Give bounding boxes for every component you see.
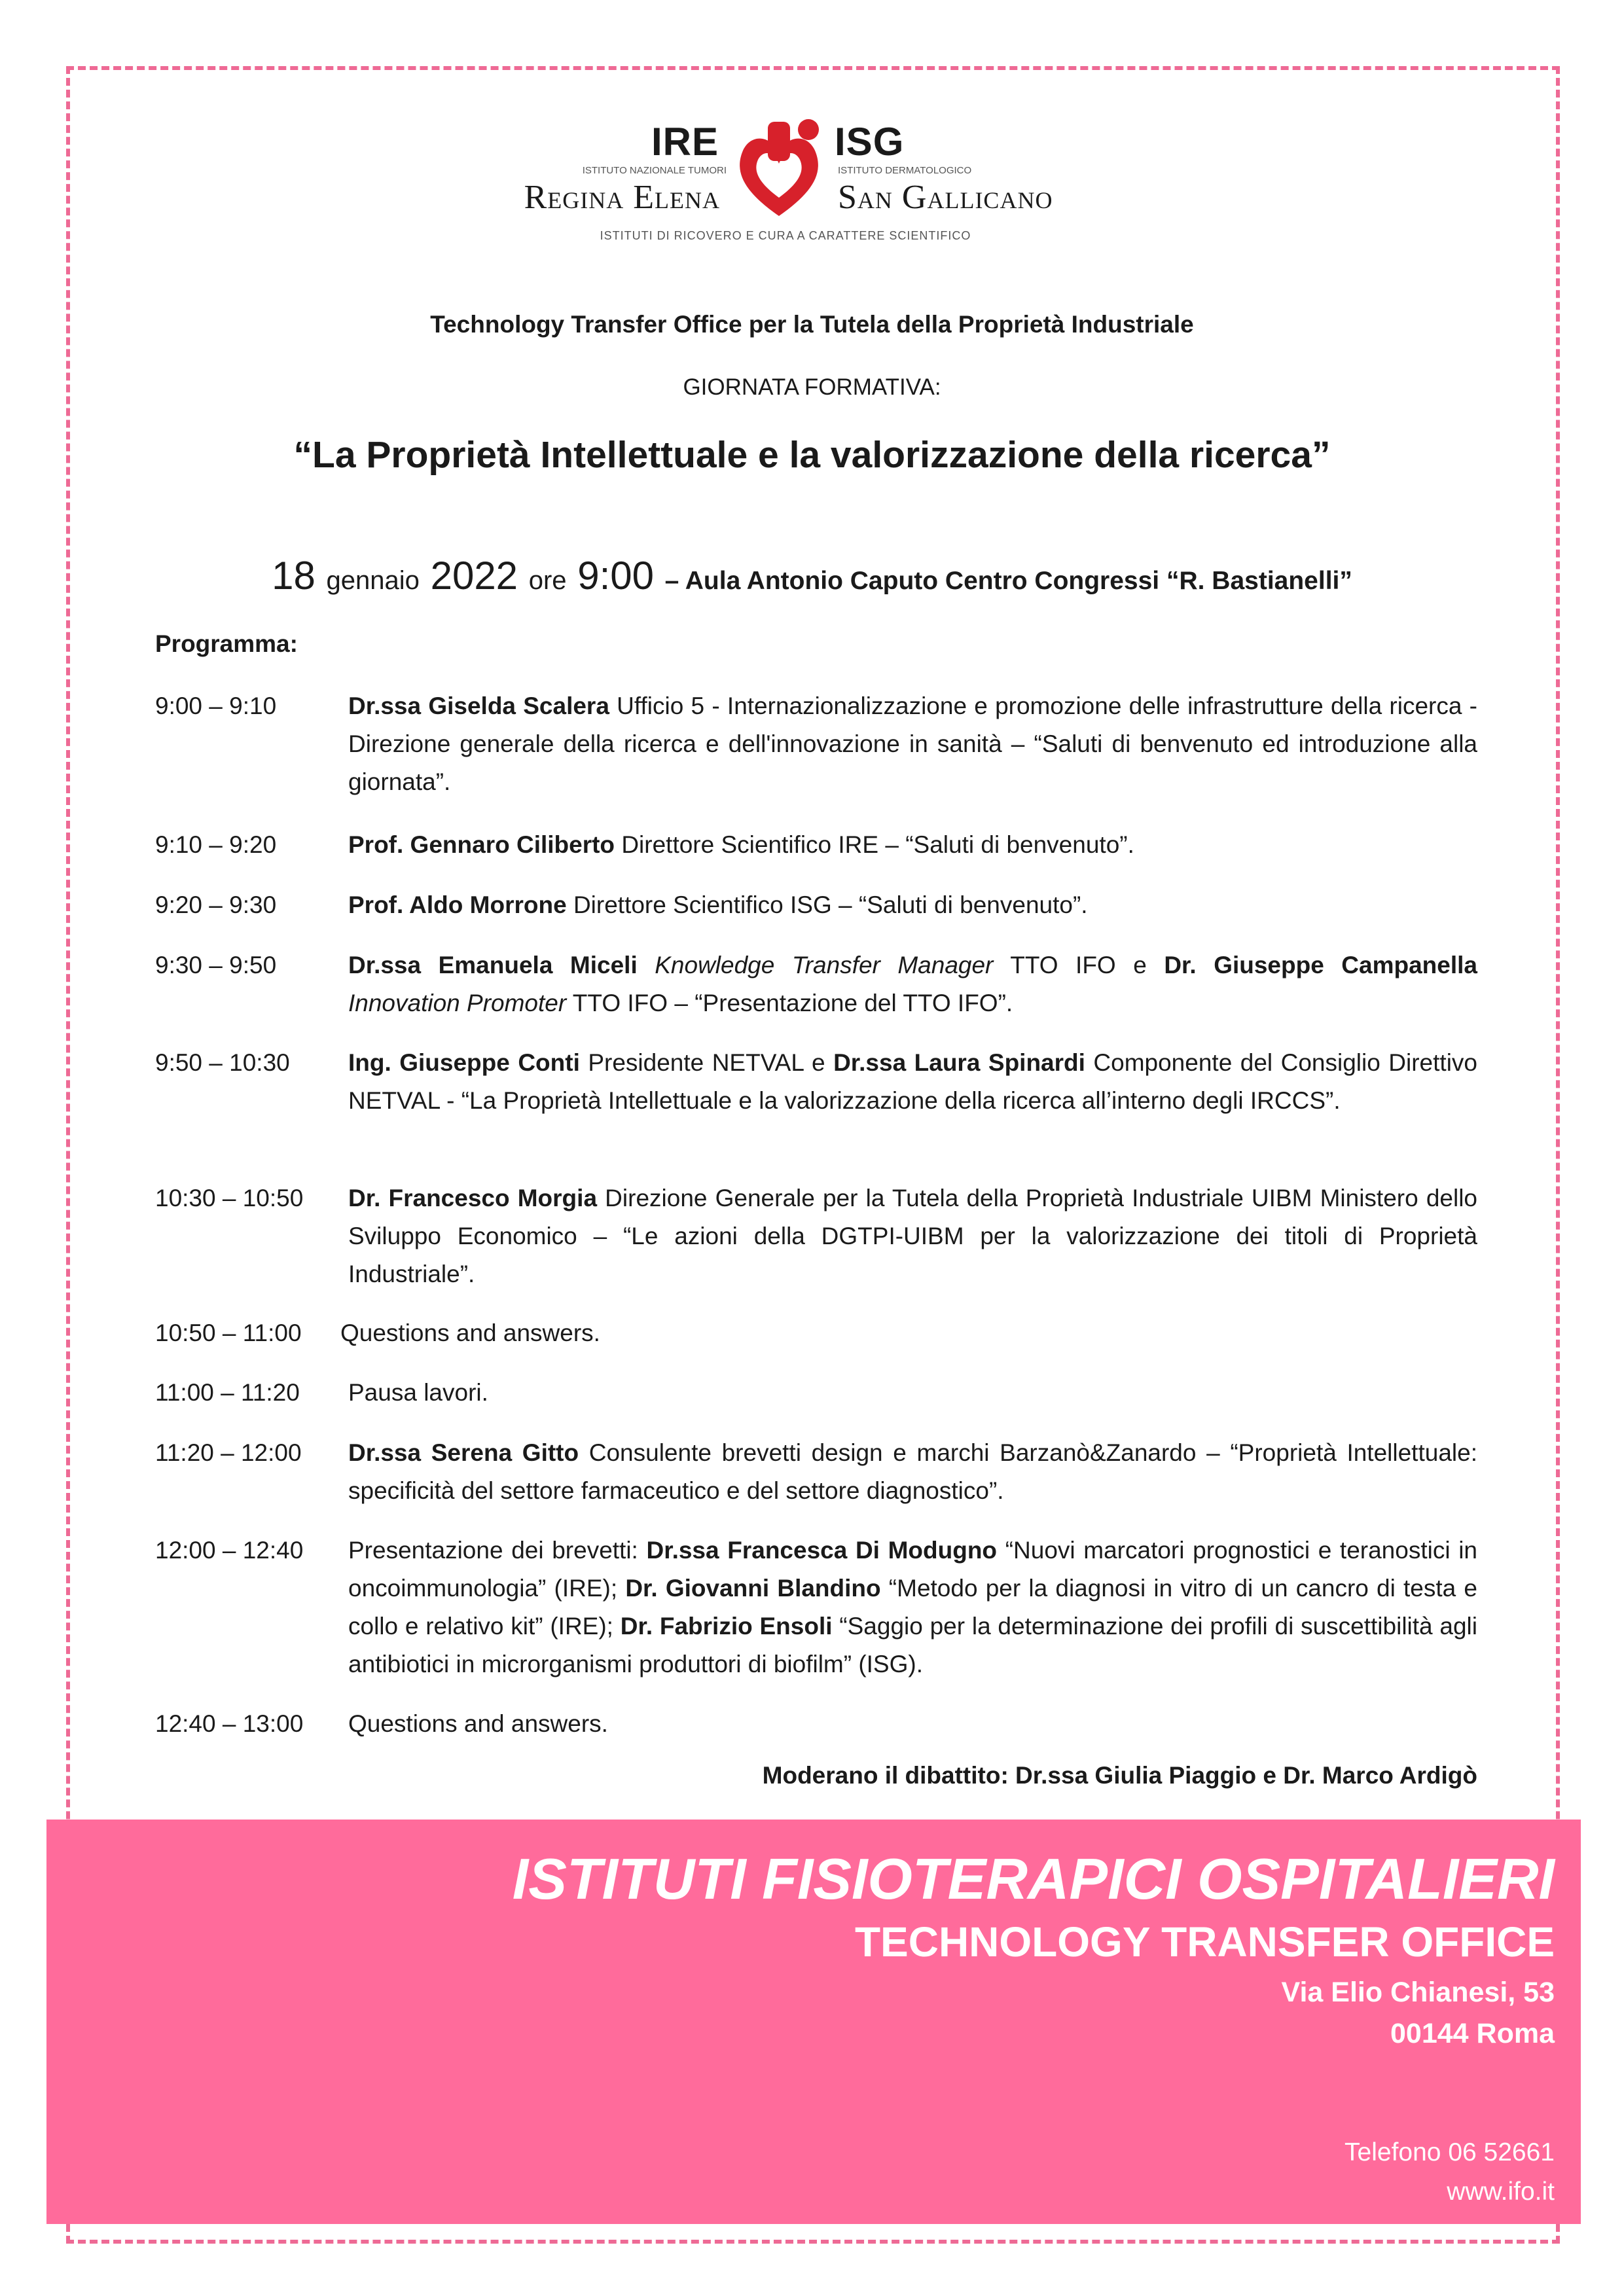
logo-heart-icon bbox=[730, 118, 828, 226]
date-month: gennaio bbox=[326, 566, 420, 595]
footer-street: Via Elio Chianesi, 53 bbox=[1281, 1977, 1555, 2008]
program-time: 12:00 – 12:40 bbox=[155, 1537, 304, 1564]
logo-isg-name: San Gallicano bbox=[838, 179, 1053, 216]
footer-website-link[interactable]: www.ifo.it bbox=[1447, 2178, 1555, 2206]
program-time: 9:50 – 10:30 bbox=[155, 1049, 290, 1076]
logo-isg-abbr: ISG bbox=[835, 120, 905, 164]
program-description: Ing. Giuseppe Conti Presidente NETVAL e Dr.ssa Laura Spinardi Componente del Consiglio Direttivo NETVAL - “La Proprietà Intellettuale e la valorizzazione della ricerca all’interno degli IRCCS”. bbox=[348, 1049, 1477, 1114]
program-description: Presentazione dei brevetti: Dr.ssa Francesca Di Modugno “Nuovi marcatori prognostici e teranostici in oncoimmunologia” (IRE); Dr. Giovanni Blandino “Metodo per la diagnosi in vitro di un cancro di testa e collo e relativo kit” (IRE); Dr. Fabrizio Ensoli “Saggio per la determinazione dei profili di suscettibilità agli antibiotici in microrganismi produttori di biofilm” (ISG). bbox=[348, 1537, 1478, 1677]
logo-ire-subtitle: ISTITUTO NAZIONALE TUMORI bbox=[582, 165, 727, 176]
program-description: Questions and answers. bbox=[348, 1710, 608, 1737]
program-description: Questions and answers. bbox=[340, 1319, 600, 1346]
footer-city: 00144 Roma bbox=[1390, 2018, 1555, 2049]
program-time: 11:00 – 11:20 bbox=[155, 1379, 300, 1406]
event-title: “La Proprietà Intellettuale e la valorizzazione della ricerca” bbox=[293, 434, 1331, 476]
program-description: Dr.ssa Giselda Scalera Ufficio 5 - Internazionalizzazione e promozione delle infrastrutture della ricerca - Direzione generale della ricerca e dell'innovazione in sanità – “Saluti di benvenuto ed introduzione alla giornata”. bbox=[348, 692, 1477, 795]
logo-isg-subtitle: ISTITUTO DERMATOLOGICO bbox=[838, 165, 972, 176]
program-time: 11:20 – 12:00 bbox=[155, 1439, 302, 1466]
program-time: 10:30 – 10:50 bbox=[155, 1185, 304, 1211]
event-type: GIORNATA FORMATIVA: bbox=[683, 374, 941, 400]
program-time: 9:20 – 9:30 bbox=[155, 891, 277, 918]
program-time: 9:30 – 9:50 bbox=[155, 952, 277, 978]
program-description: Prof. Gennaro Ciliberto Direttore Scientifico IRE – “Saluti di benvenuto”. bbox=[348, 831, 1134, 858]
logo-ire-abbr: IRE bbox=[651, 120, 719, 164]
date-ore: ore bbox=[528, 566, 567, 595]
date-time: 9:00 bbox=[577, 554, 654, 598]
program-description: Dr.ssa Serena Gitto Consulente brevetti design e marchi Barzanò&Zanardo – “Proprietà Intellettuale: specificità del settore farmaceutico e del settore diagnostico”. bbox=[348, 1439, 1477, 1504]
moderators-note: Moderano il dibattito: Dr.ssa Giulia Piaggio e Dr. Marco Ardigò bbox=[762, 1762, 1477, 1789]
program-description: Pausa lavori. bbox=[348, 1379, 488, 1406]
date-day: 18 bbox=[272, 554, 316, 598]
event-dateline bbox=[0, 553, 1624, 598]
footer-department: TECHNOLOGY TRANSFER OFFICE bbox=[854, 1918, 1555, 1965]
program-time: 10:50 – 11:00 bbox=[155, 1319, 302, 1346]
program-time: 9:00 – 9:10 bbox=[155, 692, 277, 719]
date-year: 2022 bbox=[430, 554, 518, 598]
logo-tagline: ISTITUTI DI RICOVERO E CURA A CARATTERE SCIENTIFICO bbox=[600, 229, 971, 242]
institute-logo bbox=[471, 118, 1100, 249]
program-label: Programma: bbox=[155, 630, 298, 657]
program-time: 12:40 – 13:00 bbox=[155, 1710, 304, 1737]
program-time: 9:10 – 9:20 bbox=[155, 831, 277, 858]
footer-phone: Telefono 06 52661 bbox=[1344, 2138, 1555, 2166]
event-location: – Aula Antonio Caputo Centro Congressi “R. Bastianelli” bbox=[664, 567, 1352, 595]
footer-band bbox=[46, 1820, 1581, 2224]
office-heading: Technology Transfer Office per la Tutela della Proprietà Industriale bbox=[430, 311, 1194, 338]
program-description: Prof. Aldo Morrone Direttore Scientifico ISG – “Saluti di benvenuto”. bbox=[348, 891, 1088, 918]
logo-ire-name: Regina Elena bbox=[524, 179, 720, 216]
program-description: Dr.ssa Emanuela Miceli Knowledge Transfer Manager TTO IFO e Dr. Giuseppe Campanella Innovation Promoter TTO IFO – “Presentazione del TTO IFO”. bbox=[348, 952, 1477, 1016]
footer-org-name: ISTITUTI FISIOTERAPICI OSPITALIERI bbox=[512, 1846, 1555, 1911]
program-description: Dr. Francesco Morgia Direzione Generale per la Tutela della Proprietà Industriale UIBM Ministero dello Sviluppo Economico – “Le azioni della DGTPI-UIBM per la valorizzazione dei titoli di Proprietà Industriale”. bbox=[348, 1185, 1477, 1287]
